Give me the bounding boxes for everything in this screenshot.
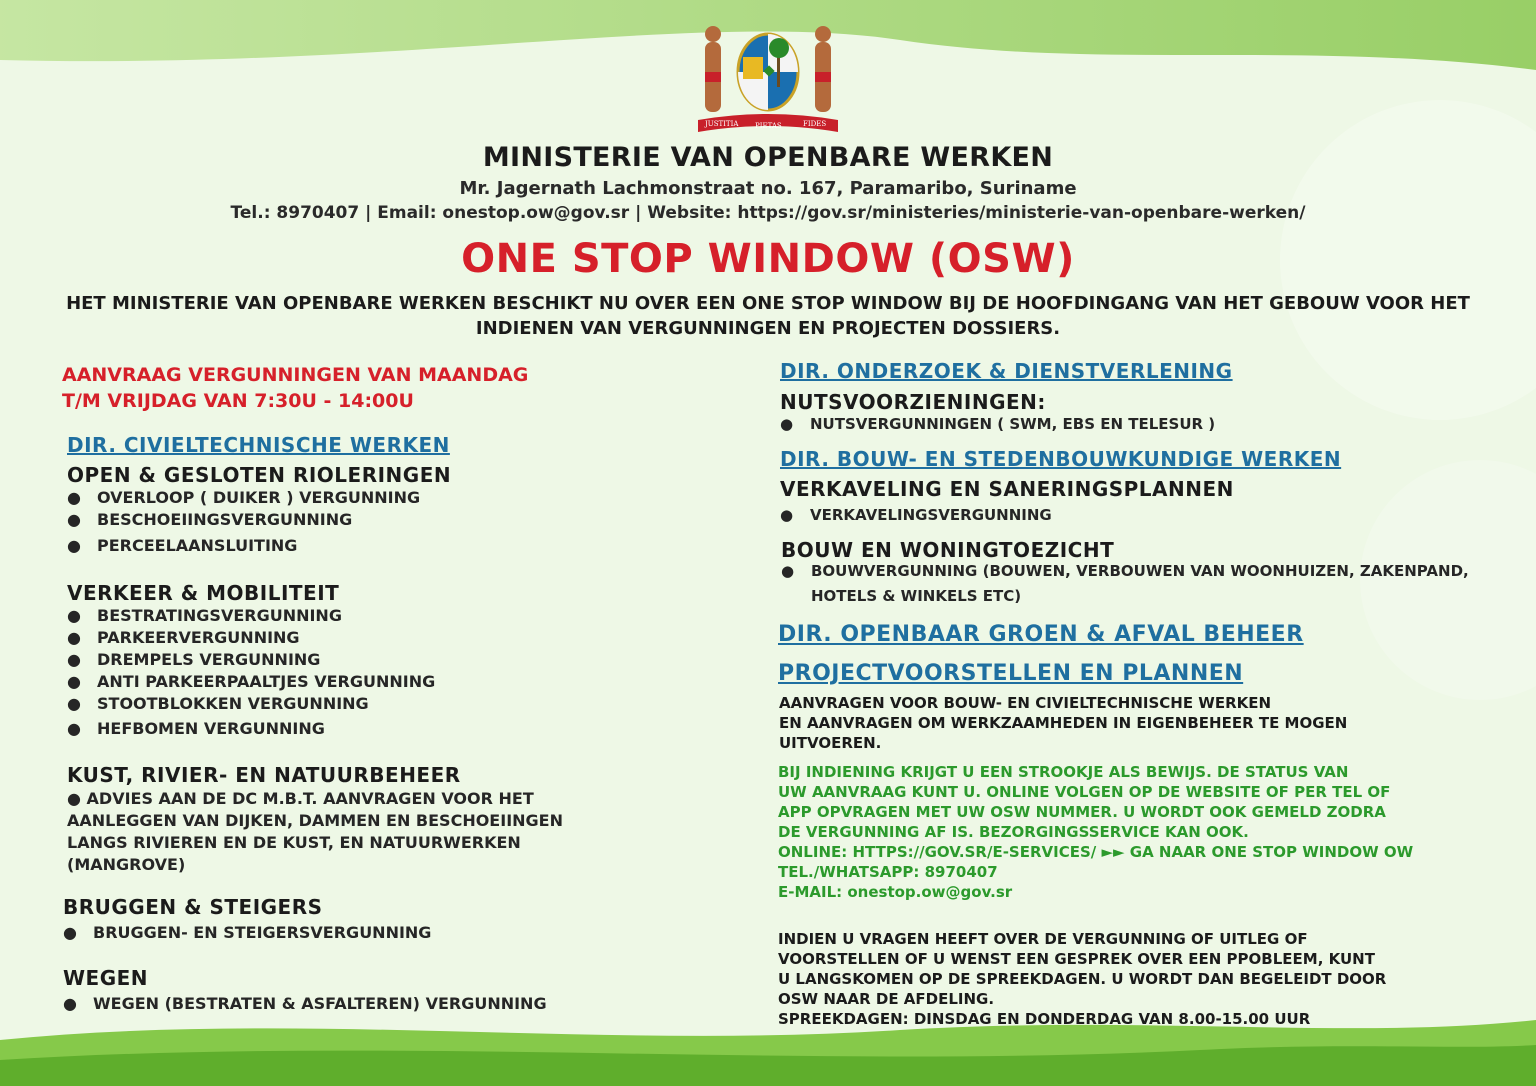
section-nuts: NUTSVOORZIENINGEN: (780, 390, 1046, 414)
hours-line-2: T/M VRIJDAG VAN 7:30U - 14:00U (62, 390, 414, 412)
info-text: BIJ INDIENING KRIJGT U EEN STROOKJE ALS BEWIJS. DE STATUS VAN UW AANVRAAG KUNT U. ONLINE VOLGEN OP DE WEBSITE OF PER TEL OF APP OPVRAGEN MET UW OSW NUMMER. U WORDT OOK GEMELD ZODRA DE VERGUNNING AF IS. BEZORGINGSSERVICE KAN OOK. ONLINE: HTTPS://GOV.SR/E-SERVICES/ ►► GA NAAR ONE STOP WINDOW OW TEL./WHATSAPP: 8970407 E-MAIL: onestop.ow@gov.sr (778, 763, 1414, 901)
projectvoorstellen-heading: PROJECTVOORSTELLEN EN PLANNEN (778, 661, 1244, 686)
list-item: ● BESTRATINGSVERGUNNING (67, 606, 342, 625)
dir-openbaar-groen-afval-beheer: DIR. OPENBAAR GROEN & AFVAL BEHEER (778, 622, 1304, 647)
coat-of-arms-suriname-icon (693, 12, 843, 137)
coat-of-arms (693, 12, 843, 137)
list-item: ● STOOTBLOKKEN VERGUNNING (67, 694, 369, 713)
list-item: ● DREMPELS VERGUNNING (67, 650, 321, 669)
intro-text: HET MINISTERIE VAN OPENBARE WERKEN BESCHIKT NU OVER EEN ONE STOP WINDOW BIJ DE HOOFDINGANG VAN HET GEBOUW VOOR HET INDIENEN VAN VERGUNNINGEN EN PROJECTEN DOSSIERS. (66, 293, 1470, 339)
list-item: ● OVERLOOP ( DUIKER ) VERGUNNING (67, 488, 421, 507)
section-verkeer: VERKEER & MOBILITEIT (67, 581, 340, 605)
crest-motto-3: FIDES (803, 120, 827, 128)
dir-bouw-stedenbouwkundige-werken: DIR. BOUW- EN STEDENBOUWKUNDIGE WERKEN (780, 447, 1342, 471)
crest-motto-2: PIETAS (755, 122, 782, 130)
list-item: ● BESCHOEIINGSVERGUNNING (67, 510, 353, 529)
list-item: ● BOUWVERGUNNING (BOUWEN, VERBOUWEN VAN WOONHUIZEN, ZAKENPAND, (781, 562, 1469, 580)
section-rioleringen: OPEN & GESLOTEN RIOLERINGEN (67, 463, 452, 487)
ministry-address: Mr. Jagernath Lachmonstraat no. 167, Paramaribo, Suriname (459, 178, 1077, 199)
list-item: ● PARKEERVERGUNNING (67, 628, 300, 647)
list-item: ● ANTI PARKEERPAALTJES VERGUNNING (67, 672, 436, 691)
section-wegen: WEGEN (63, 966, 149, 990)
section-bruggen: BRUGGEN & STEIGERS (63, 895, 323, 919)
spreekdagen-text: INDIEN U VRAGEN HEEFT OVER DE VERGUNNING OF UITLEG OF VOORSTELLEN OF U WENST EEN GESPREK OVER EEN PPOBLEEM, KUNT U LANGSKOMEN OP DE SPREEKDAGEN. U WORDT DAN BEGELEIDT DOOR OSW NAAR DE AFDELING. SPREEKDAGEN: DINSDAG EN DONDERDAG VAN 8.00-15.00 UUR (778, 930, 1387, 1028)
dir-civieltechnische-werken: DIR. CIVIELTECHNISCHE WERKEN (67, 433, 450, 457)
section-kust: KUST, RIVIER- EN NATUURBEHEER (67, 763, 461, 787)
list-item: ● HEFBOMEN VERGUNNING (67, 719, 325, 738)
ministry-contact: Tel.: 8970407 | Email: onestop.ow@gov.sr | Website: https://gov.sr/ministeries/ministerie-van-openbare-werken/ (230, 203, 1306, 223)
ministry-title: MINISTERIE VAN OPENBARE WERKEN (482, 142, 1054, 173)
list-item: ● NUTSVERGUNNINGEN ( SWM, EBS EN TELESUR ) (780, 415, 1216, 433)
aanvragen-text: AANVRAGEN VOOR BOUW- EN CIVIELTECHNISCHE WERKEN EN AANVRAGEN OM WERKZAAMHEDEN IN EIGENBEHEER TE MOGEN UITVOEREN. (779, 694, 1348, 752)
hours-line-1: AANVRAAG VERGUNNINGEN VAN MAANDAG (62, 364, 529, 386)
crest-motto-1: JUSTITIA (705, 120, 739, 128)
section-bouw: BOUW EN WONINGTOEZICHT (781, 538, 1115, 562)
list-item: ● BRUGGEN- EN STEIGERSVERGUNNING (63, 923, 432, 942)
dir-onderzoek-dienstverlening: DIR. ONDERZOEK & DIENSTVERLENING (780, 359, 1233, 383)
list-item-continued: HOTELS & WINKELS ETC) (811, 587, 1022, 605)
section-verkaveling: VERKAVELING EN SANERINGSPLANNEN (780, 477, 1234, 501)
kust-text: ● ADVIES AAN DE DC M.B.T. AANVRAGEN VOOR HET AANLEGGEN VAN DIJKEN, DAMMEN EN BESCHOEIINGEN LANGS RIVIEREN EN DE KUST, EN NATUURWERKEN (MANGROVE) (67, 789, 563, 874)
list-item: ● PERCEELAANSLUITING (67, 536, 298, 555)
main-title: ONE STOP WINDOW (OSW) (461, 236, 1075, 282)
list-item: ● VERKAVELINGSVERGUNNING (780, 506, 1052, 524)
list-item: ● WEGEN (BESTRATEN & ASFALTEREN) VERGUNNING (63, 994, 547, 1013)
